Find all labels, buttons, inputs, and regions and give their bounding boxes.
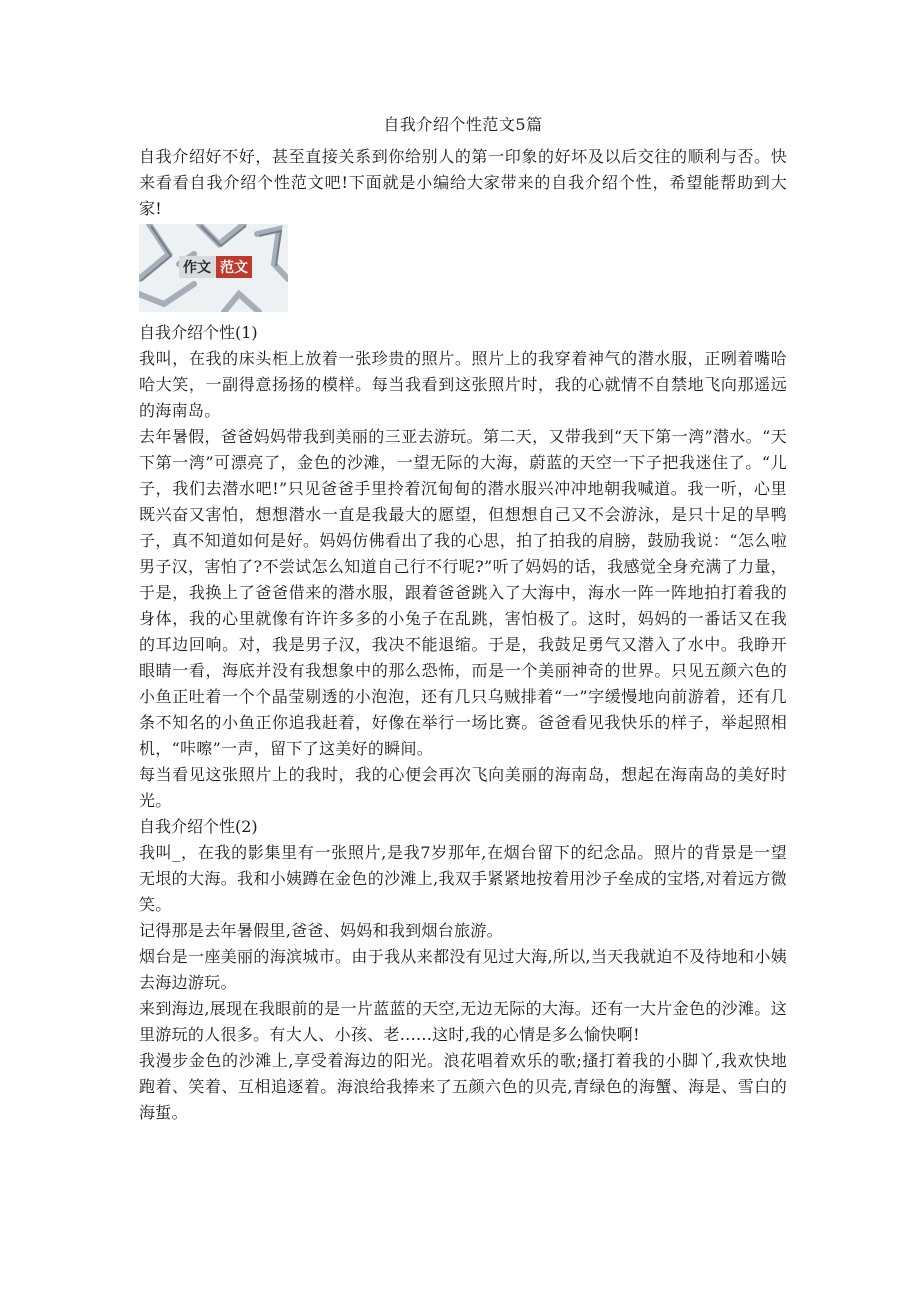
illustration-label-part1: 作文: [183, 260, 211, 276]
document-title: 自我介绍个性范文5篇: [383, 115, 543, 134]
section-1-paragraph: 去年暑假，爸爸妈妈带我到美丽的三亚去游玩。第二天，又带我到“天下第一湾”潜水。“天下第一湾”可漂亮了，金色的沙滩，一望无际的大海，蔚蓝的天空一下子把我迷住了。“儿子，我们去潜水吧!”只见爸爸手里拎着沉甸甸的潜水服兴冲冲地朝我喊道。我一听，心里既兴奋又害怕，想想潜水一直是我最大的愿望，但想想自己又不会游泳，是只十足的旱鸭子，真不知道如何是好。妈妈仿佛看出了我的心思，拍了拍我的肩膀，鼓励我说：“怎么啦男子汉，害怕了?不尝试怎么知道自己行不行呢?”听了妈妈的话，我感觉全身充满了力量，于是，我换上了爸爸借来的潜水服，跟着爸爸跳入了大海中，海水一阵一阵地拍打着我的身体，我的心里就像有许许多多的小兔子在乱跳，害怕极了。这时，妈妈的一番话又在我的耳边回响。对，我是男子汉，我决不能退缩。于是，我鼓足勇气又潜入了水中。我睁开眼睛一看，海底并没有我想象中的那么恐怖，而是一个美丽神奇的世界。只见五颜六色的小鱼正吐着一个个晶莹剔透的小泡泡，还有几只乌贼排着“一”字缓慢地向前游着，还有几条不知名的小鱼正你追我赶着，好像在举行一场比赛。爸爸看见我快乐的样子，举起照相机，“咔嚓”一声，留下了这美好的瞬间。: [139, 427, 787, 758]
section-2-paragraph: 烟台是一座美丽的海滨城市。由于我从来都没有见过大海,所以,当天我就迫不及待地和小姨去海边游玩。: [139, 947, 787, 992]
intro-paragraph: 自我介绍好不好，甚至直接关系到你给别人的第一印象的好坏及以后交往的顺利与否。快来看看自我介绍个性范文吧!下面就是小编给大家带来的自我介绍个性，希望能帮助到大家!: [139, 147, 787, 218]
section-2-paragraph: 记得那是去年暑假里,爸爸、妈妈和我到烟台旅游。: [139, 921, 503, 940]
essay-sample-illustration: [139, 224, 288, 312]
illustration-label-part2: 范文: [220, 260, 248, 276]
section-2-paragraph: 来到海边,展现在我眼前的是一片蓝蓝的天空,无边无际的大海。还有一大片金色的沙滩。这里游玩的人很多。有大人、小孩、老......这时,我的心情是多么愉快啊!: [139, 999, 787, 1044]
document-page: [139, 112, 787, 1126]
section-2-paragraph: 我叫_，在我的影集里有一张照片,是我7岁那年,在烟台留下的纪念品。照片的背景是一望无垠的大海。我和小姨蹲在金色的沙滩上,我双手紧紧地按着用沙子垒成的宝塔,对着远方微笑。: [139, 843, 787, 914]
section-2-paragraph: 我漫步金色的沙滩上,享受着海边的阳光。浪花唱着欢乐的歌;搔打着我的小脚丫,我欢快地跑着、笑着、互相追逐着。海浪给我捧来了五颜六色的贝壳,青绿色的海蟹、海是、雪白的海蜇。: [139, 1051, 787, 1122]
section-heading-2: 自我介绍个性(2): [139, 817, 258, 836]
section-1-paragraph: 我叫，在我的床头柜上放着一张珍贵的照片。照片上的我穿着神气的潜水服，正咧着嘴哈哈大笑，一副得意扬扬的模样。每当我看到这张照片时，我的心就情不自禁地飞向那遥远的海南岛。: [139, 349, 787, 420]
section-1-paragraph: 每当看见这张照片上的我时，我的心便会再次飞向美丽的海南岛，想起在海南岛的美好时光。: [139, 765, 787, 810]
section-heading-1: 自我介绍个性(1): [139, 323, 258, 342]
